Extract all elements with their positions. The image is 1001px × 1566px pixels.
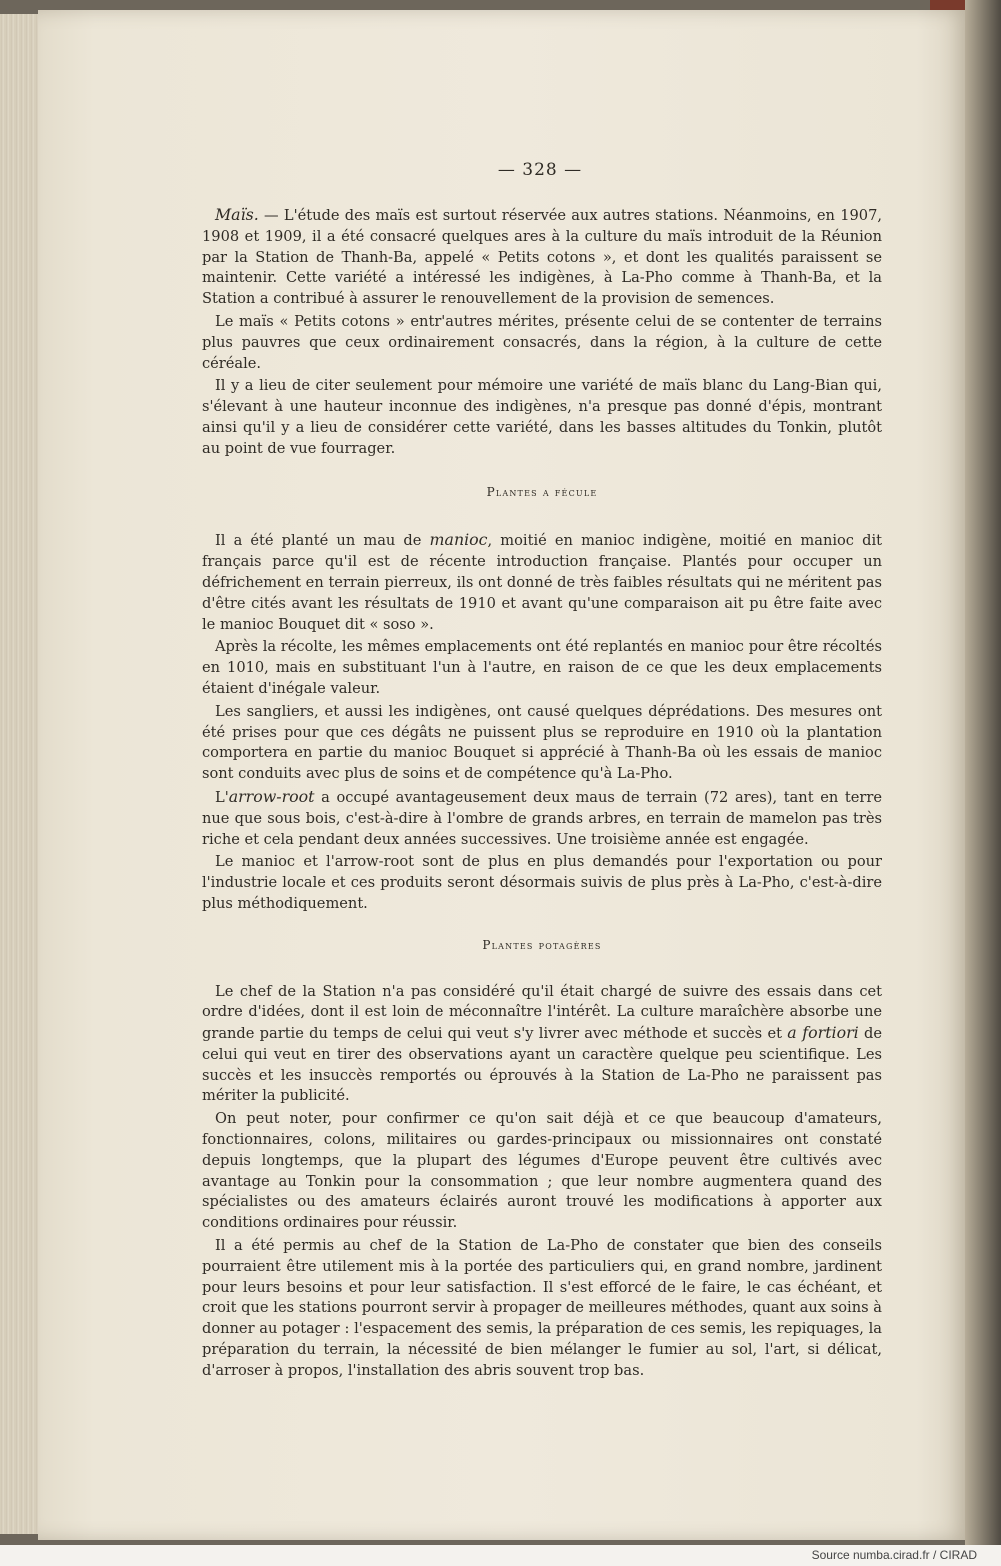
page-edges-left bbox=[0, 14, 41, 1534]
source-credit: Source numba.cirad.fr / CIRAD bbox=[811, 1548, 977, 1562]
paragraph-chef-station: Le chef de la Station n'a pas considéré qu'il était chargé de suivre des essais dans cet ordre d'idées, dont il est loin de méconnaître l'intérêt. La culture maraîchère absorbe une grande partie du temps de celui qui veut s'y livrer avec méthode et succès et a fortiori de celui qui veut en tirer des observations ayant un caractère quelque peu scientifique. Les succès et les insuccès remportés ou éprouvés à la Station de La-Pho ne paraissent pas mériter la publicité. bbox=[202, 982, 882, 1105]
term-arrow-root: arrow-root bbox=[228, 786, 315, 806]
paragraph-lang-bian: Il y a lieu de citer seulement pour mémoire une variété de maïs blanc du Lang-Bian qui, s'élevant à une hauteur inconnue des indigènes, n'a presque pas donné d'épis, montrant ainsi qu'il y a lieu de considérer cette variété, dans les basses altitudes du Tonkin, plutôt au point de vue fourrager. bbox=[202, 377, 882, 457]
paragraph-arrow-root: L'arrow-root a occupé avantageusement deux maus de terrain (72 ares), tant en terre nue que sous bois, c'est-à-dire à l'ombre de grands arbres, en terrain de mamelon pas très riche et cela pendant deux années successives. Une troisième année est engagée. bbox=[202, 786, 882, 848]
paragraph-exportation: Le manioc et l'arrow-root sont de plus en plus demandés pour l'exportation ou pour l'industrie locale et ces produits seront désormais suivis de plus près à La-Pho, c'est-à-dire plus méthodiquement. bbox=[202, 853, 882, 912]
paragraph-manioc: Il a été planté un mau de manioc, moitié en manioc indigène, moitié en manioc dit français parce qu'il est de récente introduction française. Plantés pour occuper un défrichement en terrain pierreux, ils ont donné de très faibles résultats qui ne méritent pas d'être cités avant les résultats de 1910 et avant qu'une comparaison ait pu être faite avec le manioc Bouquet dit « soso ». bbox=[202, 530, 882, 633]
term-mais: Maïs. bbox=[215, 205, 259, 224]
term-a-fortiori: a fortiori bbox=[787, 1023, 859, 1043]
heading-plantes-a-fecule: Plantes a fécule bbox=[486, 484, 598, 499]
page-text bbox=[202, 205, 882, 1382]
term-manioc: manioc bbox=[429, 530, 488, 550]
paragraph-conseils: Il a été permis au chef de la Station de La-Pho de constater que bien des conseils pourraient être utilement mis à la portée des particuliers qui, en grand nombre, jardinent pour leurs besoins et pour leur satisfaction. Il s'est efforcé de le faire, le cas échéant, et croit que les stations pourront servir à propager de meilleures méthodes, quant aux soins à donner au potager : l'espacement des semis, la préparation de ces semis, les repiquages, la préparation du terrain, la nécessité de bien mélanger le fumier au sol, l'art, si délicat, d'arroser à propos, l'installation des abris souvent trop bas. bbox=[202, 1237, 882, 1379]
heading-plantes-potageres: Plantes potagères bbox=[482, 937, 602, 952]
paragraph-recolte: Après la récolte, les mêmes emplacements ont été replantés en manioc pour être récoltés en 1010, mais en substituant l'un à l'autre, en raison de ce que les deux emplacements étaient d'inégale valeur. bbox=[202, 638, 882, 697]
paragraph-petits-cotons: Le maïs « Petits cotons » entr'autres mérites, présente celui de se contenter de terrains plus pauvres que ceux ordinairement consacrés, dans la région, à la culture de cette céréale. bbox=[202, 312, 882, 372]
page-number: — 328 — bbox=[497, 160, 583, 180]
page-gutter-right bbox=[965, 0, 1001, 1545]
paragraph-mais: Maïs. — L'étude des maïs est surtout réservée aux autres stations. Néanmoins, en 1907, 1908 et 1909, il a été consacré quelques ares à la culture du maïs introduit de la Réunion par la Station de Thanh-Ba, appelé « Petits cotons », et dont les qualités paraissent se maintenir. Cette variété a intéressé les indigènes, à La-Pho comme à Thanh-Ba, et la Station a contribué à assurer le renouvellement de la provision de semences. bbox=[202, 205, 882, 308]
paragraph-legumes-europe: On peut noter, pour confirmer ce qu'on sait déjà et ce que beaucoup d'amateurs, fonctionnaires, colons, militaires ou gardes-principaux ou missionnaires ont constaté depuis longtemps, que la plupart des légumes d'Europe peuvent être cultivés avec avantage au Tonkin pour la consommation ; que leur nombre augmentera quand des spécialistes ou des amateurs éclairés auront trouvé les modifications à apporter aux conditions ordinaires pour réussir. bbox=[202, 1110, 882, 1232]
paragraph-sangliers: Les sangliers, et aussi les indigènes, ont causé quelques déprédations. Des mesures ont été prises pour que ces dégâts ne puissent plus se reproduire en 1910 où la plantation comportera en partie du manioc Bouquet si apprécié à Thanh-Ba où les essais de manioc sont conduits avec plus de soins et de compétence qu'à La-Pho. bbox=[202, 702, 882, 783]
